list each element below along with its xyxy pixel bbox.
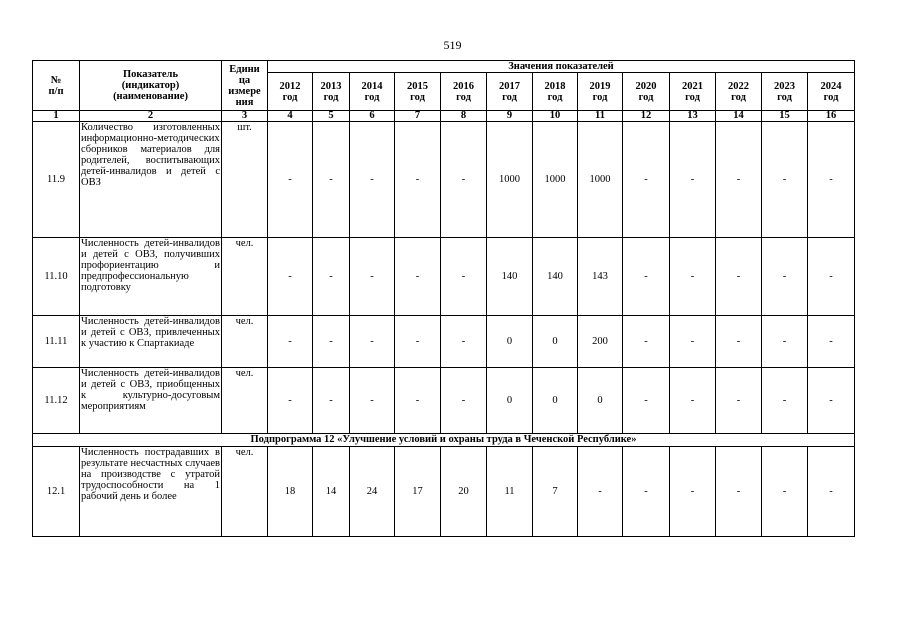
value-cell: - xyxy=(441,238,487,316)
value-cell: - xyxy=(268,316,313,368)
column-number: 5 xyxy=(313,111,350,122)
value-cell: - xyxy=(716,316,762,368)
value-cell: - xyxy=(441,368,487,434)
value-cell: - xyxy=(762,238,808,316)
year-header: 2019 год xyxy=(578,73,623,111)
table-row xyxy=(33,122,855,238)
column-number: 6 xyxy=(350,111,395,122)
value-cell: - xyxy=(808,238,855,316)
value-cell: - xyxy=(395,238,441,316)
page-number: 519 xyxy=(443,38,462,52)
value-cell: - xyxy=(716,447,762,537)
row-number: 11.12 xyxy=(33,368,80,434)
value-cell: 1000 xyxy=(487,122,533,238)
table-row xyxy=(33,368,855,434)
column-number: 1 xyxy=(33,111,80,122)
value-cell: - xyxy=(670,238,716,316)
indicator-name: Численность детей-инвалидов и детей с ОВЗ, приобщенных к культурно-досуговым мероприятиям xyxy=(80,368,222,434)
value-cell: 0 xyxy=(578,368,623,434)
year-header: 2012 год xyxy=(268,73,313,111)
year-header: 2022 год xyxy=(716,73,762,111)
value-cell: 140 xyxy=(487,238,533,316)
year-header: 2016 год xyxy=(441,73,487,111)
year-header: 2017 год xyxy=(487,73,533,111)
column-number: 16 xyxy=(808,111,855,122)
table-row xyxy=(33,238,855,316)
table-row xyxy=(33,316,855,368)
column-number: 10 xyxy=(533,111,578,122)
unit-cell: чел. xyxy=(222,368,268,434)
column-number: 14 xyxy=(716,111,762,122)
header-values-title: Значения показателей xyxy=(268,61,855,73)
header-indicator: Показатель (индикатор) (наименование) xyxy=(80,61,222,111)
year-header: 2023 год xyxy=(762,73,808,111)
value-cell: - xyxy=(808,122,855,238)
value-cell: 18 xyxy=(268,447,313,537)
value-cell: 17 xyxy=(395,447,441,537)
column-number: 2 xyxy=(80,111,222,122)
year-header: 2015 год xyxy=(395,73,441,111)
value-cell: - xyxy=(670,447,716,537)
value-cell: 0 xyxy=(533,368,578,434)
subprogram-row xyxy=(33,434,855,447)
subprogram-title: Подпрограмма 12 «Улучшение условий и охраны труда в Чеченской Республике» xyxy=(33,434,855,447)
value-cell: - xyxy=(762,316,808,368)
value-cell: - xyxy=(762,368,808,434)
indicator-name: Численность детей-инвалидов и детей с ОВЗ, получивших профориентацию и предпрофессиональную подготовку xyxy=(80,238,222,316)
indicator-name: Количество изготовленных информационно-методических сборников материалов для родителей, воспитывающих детей-инвалидов и детей с ОВЗ xyxy=(80,122,222,238)
value-cell: 140 xyxy=(533,238,578,316)
value-cell: - xyxy=(762,447,808,537)
value-cell: - xyxy=(441,122,487,238)
year-header: 2013 год xyxy=(313,73,350,111)
year-header: 2020 год xyxy=(623,73,670,111)
value-cell: 24 xyxy=(350,447,395,537)
header-unit: Едини ца измере ния xyxy=(222,61,268,111)
value-cell: - xyxy=(313,316,350,368)
value-cell: - xyxy=(350,238,395,316)
year-header: 2024 год xyxy=(808,73,855,111)
row-number: 11.9 xyxy=(33,122,80,238)
value-cell: - xyxy=(716,238,762,316)
value-cell: - xyxy=(578,447,623,537)
column-number: 7 xyxy=(395,111,441,122)
value-cell: - xyxy=(268,122,313,238)
value-cell: - xyxy=(395,122,441,238)
value-cell: - xyxy=(623,238,670,316)
value-cell: 20 xyxy=(441,447,487,537)
value-cell: - xyxy=(350,368,395,434)
value-cell: 0 xyxy=(533,316,578,368)
value-cell: - xyxy=(808,316,855,368)
year-header: 2014 год xyxy=(350,73,395,111)
year-header: 2018 год xyxy=(533,73,578,111)
value-cell: 7 xyxy=(533,447,578,537)
column-number: 12 xyxy=(623,111,670,122)
value-cell: - xyxy=(623,368,670,434)
value-cell: - xyxy=(623,316,670,368)
value-cell: - xyxy=(670,316,716,368)
column-number: 8 xyxy=(441,111,487,122)
row-number: 11.10 xyxy=(33,238,80,316)
value-cell: - xyxy=(623,122,670,238)
value-cell: 1000 xyxy=(578,122,623,238)
value-cell: - xyxy=(716,368,762,434)
value-cell: - xyxy=(395,316,441,368)
table-row xyxy=(33,447,855,537)
column-number: 13 xyxy=(670,111,716,122)
value-cell: - xyxy=(350,316,395,368)
row-number: 11.11 xyxy=(33,316,80,368)
column-number: 4 xyxy=(268,111,313,122)
value-cell: - xyxy=(808,447,855,537)
value-cell: - xyxy=(670,122,716,238)
unit-cell: чел. xyxy=(222,316,268,368)
column-number: 15 xyxy=(762,111,808,122)
unit-cell: шт. xyxy=(222,122,268,238)
column-number: 11 xyxy=(578,111,623,122)
value-cell: - xyxy=(313,368,350,434)
value-cell: 0 xyxy=(487,316,533,368)
value-cell: - xyxy=(441,316,487,368)
value-cell: - xyxy=(268,238,313,316)
value-cell: - xyxy=(350,122,395,238)
column-number: 3 xyxy=(222,111,268,122)
value-cell: - xyxy=(313,238,350,316)
year-header: 2021 год xyxy=(670,73,716,111)
value-cell: - xyxy=(268,368,313,434)
unit-cell: чел. xyxy=(222,447,268,537)
value-cell: 14 xyxy=(313,447,350,537)
column-number: 9 xyxy=(487,111,533,122)
value-cell: - xyxy=(808,368,855,434)
value-cell: 0 xyxy=(487,368,533,434)
unit-cell: чел. xyxy=(222,238,268,316)
value-cell: - xyxy=(395,368,441,434)
row-number: 12.1 xyxy=(33,447,80,537)
value-cell: - xyxy=(762,122,808,238)
value-cell: - xyxy=(670,368,716,434)
value-cell: - xyxy=(623,447,670,537)
indicator-name: Численность пострадавших в результате несчастных случаев на производстве с утратой трудоспособности на 1 рабочий день и более xyxy=(80,447,222,537)
value-cell: - xyxy=(313,122,350,238)
indicator-name: Численность детей-инвалидов и детей с ОВЗ, привлеченных к участию к Спартакиаде xyxy=(80,316,222,368)
value-cell: 200 xyxy=(578,316,623,368)
value-cell: 1000 xyxy=(533,122,578,238)
header-num: № п/п xyxy=(33,61,80,111)
indicators-table xyxy=(32,60,855,537)
value-cell: 11 xyxy=(487,447,533,537)
value-cell: 143 xyxy=(578,238,623,316)
value-cell: - xyxy=(716,122,762,238)
